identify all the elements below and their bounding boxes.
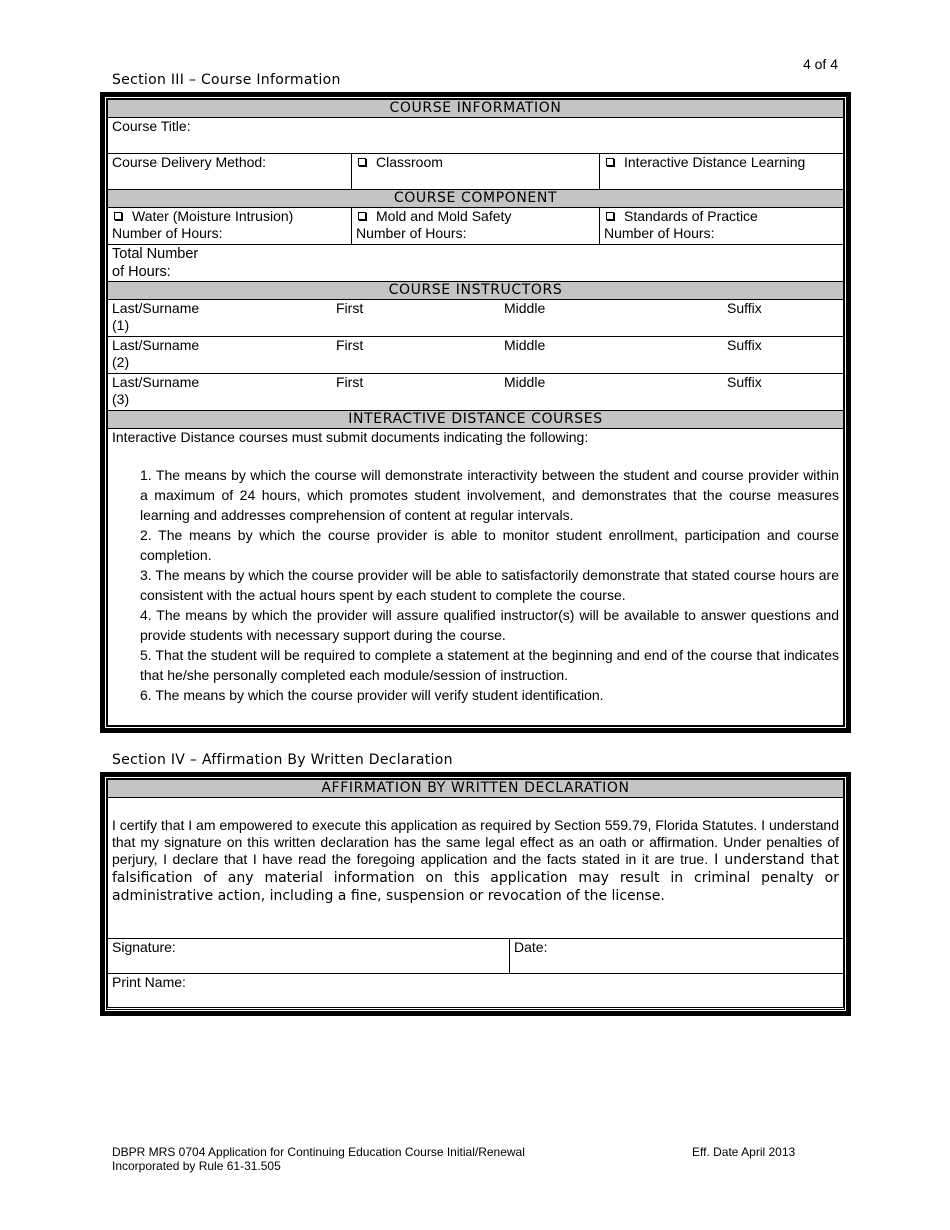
interactive-distance-intro: Interactive Distance courses must submit documents indicating the following: [112, 429, 589, 445]
mold-label: Mold and Mold Safety [376, 208, 512, 224]
course-title-field[interactable] [108, 118, 844, 154]
instructor-1-number: (1) [112, 317, 130, 333]
component-water[interactable] [108, 208, 352, 245]
instructor-2-first-label: First [336, 337, 364, 353]
interactive-distance-checkbox[interactable] [606, 158, 614, 166]
instructor-3-middle-label: Middle [504, 374, 546, 390]
instructor-2-middle-label: Middle [504, 337, 546, 353]
water-hours-label: Number of Hours: [112, 225, 223, 241]
affirmation-table [107, 779, 844, 1008]
page-number: 4 of 4 [802, 56, 838, 72]
delivery-method-cell [108, 154, 352, 190]
signature-label: Signature: [112, 939, 176, 955]
standards-checkbox[interactable] [606, 212, 614, 220]
classroom-label: Classroom [376, 154, 443, 170]
course-title-label: Course Title: [112, 118, 191, 134]
water-checkbox[interactable] [114, 212, 122, 220]
affirmation-statement [108, 798, 844, 939]
affirmation-inner [106, 778, 845, 1010]
instructor-2-suffix-label: Suffix [727, 337, 762, 353]
instructor-row-1[interactable] [108, 300, 844, 337]
interactive-item-4: 4. The means by which the provider will assure qualified instructor(s) will be available to answer questions and provide students with necessary support during the course. [140, 607, 839, 643]
interactive-item-1: 1. The means by which the course will demonstrate interactivity between the student and course provider within a maximum of 24 hours, which promotes student involvement, and demonstrates that the course measures learning and addresses comprehension of content at regular intervals. [140, 467, 839, 523]
component-mold[interactable] [352, 208, 600, 245]
delivery-option-classroom[interactable] [352, 154, 600, 190]
date-label: Date: [514, 939, 548, 955]
instructor-2-number: (2) [112, 354, 130, 370]
footer-form-info [112, 1145, 525, 1173]
course-component-header: COURSE COMPONENT [108, 190, 844, 208]
affirmation-header: AFFIRMATION BY WRITTEN DECLARATION [108, 780, 844, 798]
print-name-label: Print Name: [112, 974, 186, 990]
total-hours-label-line1: Total Number [112, 246, 199, 262]
course-information-header: COURSE INFORMATION [108, 100, 844, 118]
mold-hours-label: Number of Hours: [356, 225, 467, 241]
water-label: Water (Moisture Intrusion) [132, 208, 294, 224]
section-3-title: Section III – Course Information [112, 72, 341, 88]
interactive-distance-list [112, 465, 839, 705]
footer-line-2: Incorporated by Rule 61-31.505 [112, 1159, 281, 1173]
affirmation-frame [100, 772, 851, 1016]
interactive-distance-header: INTERACTIVE DISTANCE COURSES [108, 411, 844, 429]
instructor-row-3[interactable] [108, 374, 844, 411]
instructor-3-last-label: Last/Surname [112, 374, 200, 390]
interactive-distance-body [108, 429, 844, 726]
interactive-item-3: 3. The means by which the course provider will be able to satisfactorily demonstrate that stated course hours are consistent with the actual hours spent by each student to complete the course. [140, 567, 839, 603]
interactive-item-2: 2. The means by which the course provider is able to monitor student enrollment, participation and course completion. [140, 527, 839, 563]
total-hours-field[interactable] [108, 245, 844, 282]
course-information-frame [100, 92, 851, 733]
footer-line-1: DBPR MRS 0704 Application for Continuing Education Course Initial/Renewal [112, 1145, 525, 1159]
delivery-option-interactive[interactable] [600, 154, 844, 190]
affirmation-statement-part2: I understand that falsification of any material information on this application may result in criminal penalty or administrative action, including a fine, suspension or revocation of the license. [112, 852, 839, 904]
standards-hours-label: Number of Hours: [604, 225, 715, 241]
interactive-item-5: 5. That the student will be required to complete a statement at the beginning and end of the course that indicates that he/she personally completed each module/session of instruction. [140, 647, 839, 683]
standards-label: Standards of Practice [624, 208, 758, 224]
date-field[interactable] [510, 939, 844, 974]
instructor-3-suffix-label: Suffix [727, 374, 762, 390]
component-standards[interactable] [600, 208, 844, 245]
interactive-distance-label: Interactive Distance Learning [624, 154, 806, 170]
mold-checkbox[interactable] [358, 212, 366, 220]
instructor-row-2[interactable] [108, 337, 844, 374]
instructor-1-last-label: Last/Surname [112, 300, 200, 316]
course-information-table [107, 99, 844, 726]
course-instructors-header: COURSE INSTRUCTORS [108, 282, 844, 300]
instructor-3-first-label: First [336, 374, 364, 390]
total-hours-label-line2: of Hours: [112, 264, 171, 280]
course-information-inner [106, 98, 845, 727]
classroom-checkbox[interactable] [358, 158, 366, 166]
signature-field[interactable] [108, 939, 510, 974]
instructor-2-last-label: Last/Surname [112, 337, 200, 353]
instructor-1-suffix-label: Suffix [727, 300, 762, 316]
footer-eff-date: Eff. Date April 2013 [692, 1145, 796, 1159]
delivery-method-label: Course Delivery Method: [112, 154, 267, 170]
instructor-1-middle-label: Middle [504, 300, 546, 316]
instructor-3-number: (3) [112, 391, 130, 407]
section-4-title: Section IV – Affirmation By Written Declaration [112, 752, 453, 768]
instructor-1-first-label: First [336, 300, 364, 316]
interactive-item-6: 6. The means by which the course provider will verify student identification. [140, 687, 604, 703]
print-name-field[interactable] [108, 974, 844, 1008]
affirmation-statement-part1: I certify that I am empowered to execute this application as required by Section 559.79, Florida Statutes. I understand that my signature on this written declaration has the same legal effect as an oath or affirmation. Under penalties of perjury, I declare that I have read the foregoing application and the facts stated in it are true. [112, 817, 839, 867]
